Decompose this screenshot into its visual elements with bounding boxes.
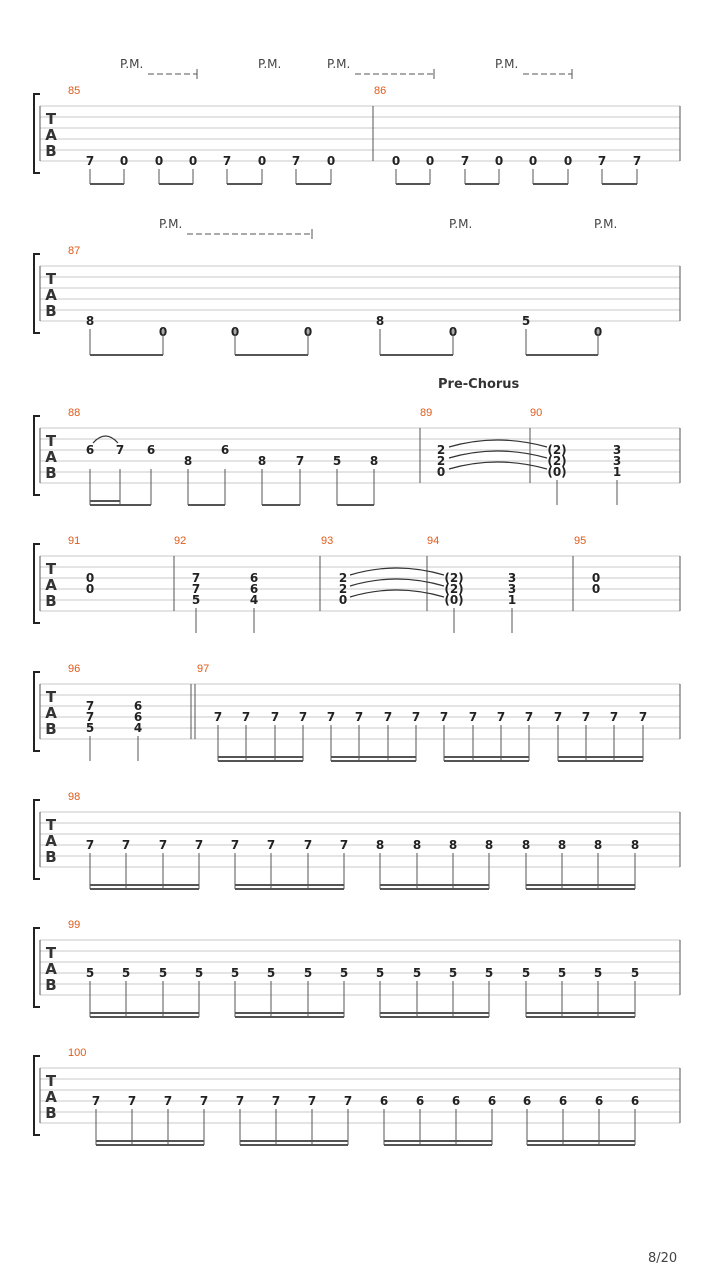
tab-letter: A: [45, 704, 57, 722]
tab-letter: T: [45, 270, 57, 288]
fret-number: 5: [230, 966, 240, 980]
fret-number: 5: [448, 966, 458, 980]
measure-number: 87: [68, 245, 81, 257]
fret-number: (2): [547, 443, 567, 457]
system-brace: [34, 1056, 40, 1135]
fret-number: 3: [507, 571, 517, 585]
measure-number: 92: [174, 535, 187, 547]
fret-number: 5: [339, 966, 349, 980]
fret-number: 1: [612, 465, 622, 479]
fret-number: 7: [199, 1094, 209, 1108]
tab-system: [34, 919, 680, 1017]
fret-number: 0: [303, 325, 313, 339]
fret-number: 0: [494, 154, 504, 168]
fret-number: 5: [375, 966, 385, 980]
measure-number: 99: [68, 919, 81, 931]
fret-number: 8: [630, 838, 640, 852]
fret-number: 0: [338, 593, 348, 607]
fret-number: 8: [448, 838, 458, 852]
fret-number: 5: [191, 593, 201, 607]
tab-letter: A: [45, 126, 57, 144]
fret-number: 5: [630, 966, 640, 980]
fret-number: 7: [194, 838, 204, 852]
fret-number: 5: [121, 966, 131, 980]
fret-number: (2): [547, 454, 567, 468]
fret-number: 0: [436, 465, 446, 479]
fret-number: 7: [411, 710, 421, 724]
fret-number: 6: [249, 571, 259, 585]
fret-number: 7: [339, 838, 349, 852]
fret-number: 6: [451, 1094, 461, 1108]
palm-mute-label: P.M.: [449, 217, 473, 231]
tab-system: [34, 57, 680, 184]
measure-number: 88: [68, 407, 81, 419]
tab-letter: A: [45, 1088, 57, 1106]
fret-number: (0): [444, 593, 464, 607]
fret-number: 7: [266, 838, 276, 852]
fret-number: 5: [412, 966, 422, 980]
fret-number: 0: [591, 571, 601, 585]
fret-number: 7: [222, 154, 232, 168]
tab-letter: T: [45, 1072, 57, 1090]
tie-arc: [350, 568, 444, 575]
fret-number: 7: [468, 710, 478, 724]
tab-systems: [34, 57, 680, 1145]
tab-letter: T: [45, 944, 57, 962]
fret-number: 7: [638, 710, 648, 724]
fret-number: 6: [133, 699, 143, 713]
tab-system: [34, 1047, 680, 1145]
fret-number: 0: [326, 154, 336, 168]
fret-number: 7: [85, 699, 95, 713]
tab-system: [34, 535, 680, 633]
fret-number: 7: [354, 710, 364, 724]
fret-number: 7: [85, 838, 95, 852]
fret-number: 7: [460, 154, 470, 168]
tie-arc: [449, 451, 547, 458]
fret-number: 7: [121, 838, 131, 852]
tab-letter: T: [45, 432, 57, 450]
section-label-pre-chorus: Pre-Chorus: [438, 377, 520, 392]
fret-number: 6: [558, 1094, 568, 1108]
system-brace: [34, 94, 40, 173]
tab-letter: T: [45, 560, 57, 578]
tab-letter: B: [45, 1104, 57, 1122]
tab-letter: A: [45, 576, 57, 594]
fret-number: (2): [444, 571, 464, 585]
fret-number: 7: [303, 838, 313, 852]
fret-number: 5: [557, 966, 567, 980]
fret-number: (0): [547, 465, 567, 479]
fret-number: 6: [487, 1094, 497, 1108]
fret-number: 8: [369, 454, 379, 468]
fret-number: 6: [133, 710, 143, 724]
fret-number: 0: [448, 325, 458, 339]
fret-number: 2: [436, 443, 446, 457]
fret-number: 5: [266, 966, 276, 980]
fret-number: 5: [484, 966, 494, 980]
tab-letter: T: [45, 816, 57, 834]
measure-number: 97: [197, 663, 210, 675]
fret-number: 3: [612, 454, 622, 468]
tab-letter: B: [45, 976, 57, 994]
fret-number: 7: [383, 710, 393, 724]
tab-letter: A: [45, 960, 57, 978]
system-brace: [34, 416, 40, 495]
tie-arc: [350, 579, 444, 586]
fret-number: 8: [484, 838, 494, 852]
fret-number: 5: [521, 966, 531, 980]
fret-number: 0: [528, 154, 538, 168]
fret-number: 7: [326, 710, 336, 724]
fret-number: 7: [343, 1094, 353, 1108]
fret-number: 8: [85, 314, 95, 328]
measure-number: 95: [574, 535, 587, 547]
fret-number: 0: [119, 154, 129, 168]
fret-number: 2: [338, 582, 348, 596]
fret-number: 0: [158, 325, 168, 339]
fret-number: 0: [85, 582, 95, 596]
palm-mute-label: P.M.: [159, 217, 183, 231]
fret-number: 5: [85, 721, 95, 735]
fret-number: 7: [581, 710, 591, 724]
fret-number: 8: [593, 838, 603, 852]
fret-number: 7: [163, 1094, 173, 1108]
fret-number: 5: [332, 454, 342, 468]
palm-mute-label: P.M.: [495, 57, 519, 71]
fret-number: 0: [188, 154, 198, 168]
tie-arc: [350, 590, 444, 597]
fret-number: 6: [379, 1094, 389, 1108]
fret-number: 6: [594, 1094, 604, 1108]
measure-number: 91: [68, 535, 81, 547]
fret-number: 7: [496, 710, 506, 724]
tab-letter: T: [45, 110, 57, 128]
tab-system: [34, 663, 680, 761]
fret-number: 8: [412, 838, 422, 852]
fret-number: 6: [249, 582, 259, 596]
fret-number: 8: [521, 838, 531, 852]
fret-number: 5: [303, 966, 313, 980]
fret-number: 8: [557, 838, 567, 852]
fret-number: 8: [375, 314, 385, 328]
fret-number: 7: [298, 710, 308, 724]
palm-mute-label: P.M.: [258, 57, 282, 71]
fret-number: 3: [507, 582, 517, 596]
measure-number: 89: [420, 407, 433, 419]
tab-system: [34, 791, 680, 889]
measure-number: 86: [374, 85, 387, 97]
palm-mute-label: P.M.: [594, 217, 618, 231]
fret-number: 8: [375, 838, 385, 852]
measure-number: 98: [68, 791, 81, 803]
fret-number: 0: [85, 571, 95, 585]
fret-number: 7: [291, 154, 301, 168]
tab-letter: A: [45, 286, 57, 304]
tab-letter: B: [45, 592, 57, 610]
fret-number: 5: [158, 966, 168, 980]
fret-number: 5: [85, 966, 95, 980]
tab-letter: B: [45, 142, 57, 160]
system-brace: [34, 544, 40, 623]
fret-number: 5: [593, 966, 603, 980]
page-number: 8/20: [648, 1251, 678, 1266]
fret-number: 6: [630, 1094, 640, 1108]
fret-number: 7: [307, 1094, 317, 1108]
measure-number: 94: [427, 535, 440, 547]
fret-number: 7: [553, 710, 563, 724]
fret-number: 0: [391, 154, 401, 168]
tab-letter: B: [45, 302, 57, 320]
measure-number: 96: [68, 663, 81, 675]
fret-number: 7: [230, 838, 240, 852]
fret-number: 4: [249, 593, 259, 607]
palm-mute-label: P.M.: [120, 57, 144, 71]
fret-number: 0: [563, 154, 573, 168]
system-brace: [34, 800, 40, 879]
tab-letter: A: [45, 832, 57, 850]
fret-number: 0: [230, 325, 240, 339]
tab-system: [34, 407, 680, 505]
fret-number: 8: [183, 454, 193, 468]
tab-letter: A: [45, 448, 57, 466]
tab-letter: B: [45, 464, 57, 482]
fret-number: 6: [522, 1094, 532, 1108]
fret-number: 0: [154, 154, 164, 168]
fret-number: 0: [257, 154, 267, 168]
fret-number: 7: [271, 1094, 281, 1108]
palm-mute-label: P.M.: [327, 57, 351, 71]
fret-number: 7: [235, 1094, 245, 1108]
tab-letter: B: [45, 720, 57, 738]
fret-number: 7: [85, 154, 95, 168]
system-brace: [34, 928, 40, 1007]
tie-arc: [449, 462, 547, 469]
fret-number: 6: [85, 443, 95, 457]
tab-letter: T: [45, 688, 57, 706]
fret-number: 5: [194, 966, 204, 980]
measure-number: 90: [530, 407, 543, 419]
system-brace: [34, 254, 40, 333]
fret-number: 6: [415, 1094, 425, 1108]
fret-number: 1: [507, 593, 517, 607]
fret-number: 7: [191, 571, 201, 585]
fret-number: 7: [597, 154, 607, 168]
fret-number: 7: [127, 1094, 137, 1108]
fret-number: 7: [609, 710, 619, 724]
fret-number: 7: [524, 710, 534, 724]
fret-number: 7: [439, 710, 449, 724]
system-brace: [34, 672, 40, 751]
fret-number: 3: [612, 443, 622, 457]
fret-number: 7: [85, 710, 95, 724]
fret-number: 6: [220, 443, 230, 457]
fret-number: 6: [146, 443, 156, 457]
fret-number: 7: [632, 154, 642, 168]
fret-number: 7: [213, 710, 223, 724]
fret-number: 7: [270, 710, 280, 724]
measure-number: 93: [321, 535, 334, 547]
tie-arc: [449, 440, 547, 447]
fret-number: 7: [91, 1094, 101, 1108]
measure-number: 100: [68, 1047, 87, 1059]
fret-number: (2): [444, 582, 464, 596]
fret-number: 0: [591, 582, 601, 596]
fret-number: 7: [191, 582, 201, 596]
fret-number: 8: [257, 454, 267, 468]
fret-number: 2: [436, 454, 446, 468]
tab-letter: B: [45, 848, 57, 866]
fret-number: 7: [158, 838, 168, 852]
fret-number: 5: [521, 314, 531, 328]
tab-system: [34, 217, 680, 355]
fret-number: 7: [241, 710, 251, 724]
fret-number: 7: [115, 443, 125, 457]
fret-number: 4: [133, 721, 143, 735]
fret-number: 2: [338, 571, 348, 585]
fret-number: 0: [593, 325, 603, 339]
fret-number: 7: [295, 454, 305, 468]
measure-number: 85: [68, 85, 81, 97]
fret-number: 0: [425, 154, 435, 168]
